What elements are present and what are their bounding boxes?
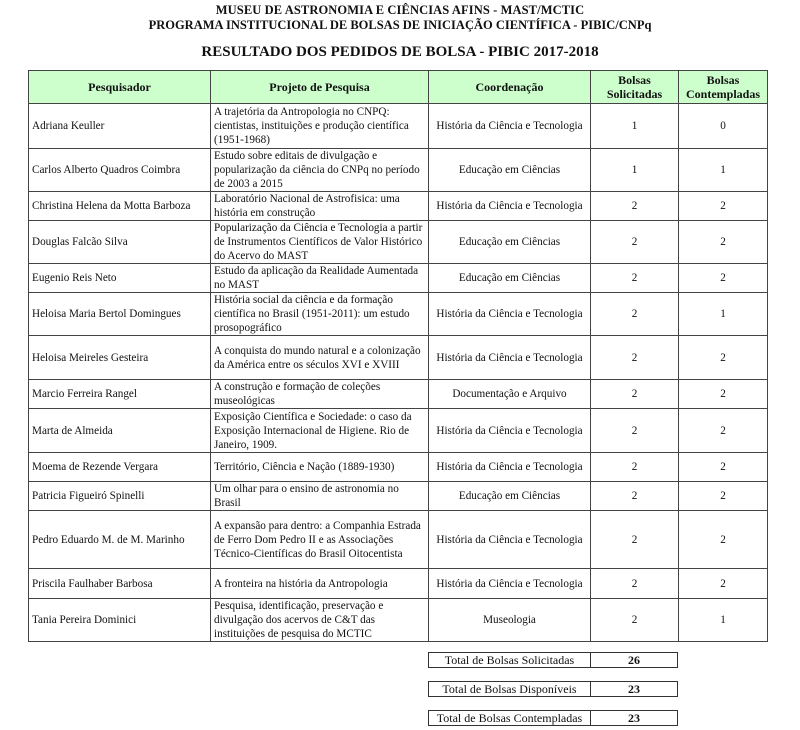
grants-awarded: 0 — [679, 104, 768, 149]
table-row — [29, 511, 768, 569]
grants-requested: 2 — [591, 264, 679, 293]
column-header-coordenacao: Coordenação — [429, 71, 591, 104]
grants-requested: 2 — [591, 482, 679, 511]
coordination: História da Ciência e Tecnologia — [429, 453, 591, 482]
table-row — [29, 221, 768, 264]
coordination: História da Ciência e Tecnologia — [429, 104, 591, 149]
project-title: A fronteira na história da Antropologia — [211, 569, 429, 599]
grants-awarded: 2 — [679, 221, 768, 264]
total-label: Total de Bolsas Contempladas — [429, 711, 591, 726]
project-title: Exposição Científica e Sociedade: o caso da Exposição Internacional de Higiene. Rio de Janeiro, 1909. — [211, 409, 429, 453]
column-header-contempladas: Bolsas Contempladas — [679, 71, 768, 104]
grants-requested: 2 — [591, 453, 679, 482]
program-name: PROGRAMA INSTITUCIONAL DE BOLSAS DE INICIAÇÃO CIENTÍFICA - PIBIC/CNPq — [148, 18, 652, 32]
grants-awarded: 2 — [679, 409, 768, 453]
project-title: Um olhar para o ensino de astronomia no Brasil — [211, 482, 429, 511]
project-title: A conquista do mundo natural e a colonização da América entre os séculos XVI e XVIII — [211, 336, 429, 380]
grants-requested: 2 — [591, 293, 679, 336]
grants-requested: 1 — [591, 149, 679, 192]
grants-awarded: 1 — [679, 599, 768, 642]
grants-requested: 2 — [591, 192, 679, 221]
grants-awarded: 2 — [679, 192, 768, 221]
researcher-name: Pedro Eduardo M. de M. Marinho — [29, 511, 211, 569]
project-title: Estudo da aplicação da Realidade Aumentada no MAST — [211, 264, 429, 293]
coordination: História da Ciência e Tecnologia — [429, 511, 591, 569]
column-header-solicitadas: Bolsas Solicitadas — [591, 71, 679, 104]
coordination: Educação em Ciências — [429, 149, 591, 192]
grants-requested: 2 — [591, 336, 679, 380]
project-title: Território, Ciência e Nação (1889-1930) — [211, 453, 429, 482]
coordination: Museologia — [429, 599, 591, 642]
researcher-name: Marcio Ferreira Rangel — [29, 380, 211, 409]
researcher-name: Carlos Alberto Quadros Coimbra — [29, 149, 211, 192]
results-table — [28, 70, 768, 642]
table-row — [29, 192, 768, 221]
table-header-row — [29, 71, 768, 104]
project-title: Laboratório Nacional de Astrofisica: uma história em construção — [211, 192, 429, 221]
grants-requested: 2 — [591, 221, 679, 264]
researcher-name: Heloisa Meireles Gesteira — [29, 336, 211, 380]
project-title: A expansão para dentro: a Companhia Estrada de Ferro Dom Pedro II e as Associações Técnico-Científicas do Brasil Oitocentista — [211, 511, 429, 569]
researcher-name: Tania Pereira Dominici — [29, 599, 211, 642]
total-label: Total de Bolsas Solicitadas — [429, 653, 591, 668]
grants-awarded: 2 — [679, 336, 768, 380]
grants-awarded: 2 — [679, 453, 768, 482]
coordination: Educação em Ciências — [429, 482, 591, 511]
coordination: Educação em Ciências — [429, 221, 591, 264]
researcher-name: Adriana Keuller — [29, 104, 211, 149]
grants-requested: 1 — [591, 104, 679, 149]
grants-awarded: 2 — [679, 264, 768, 293]
column-header-pesquisador: Pesquisador — [29, 71, 211, 104]
coordination: História da Ciência e Tecnologia — [429, 293, 591, 336]
institution-name: MUSEU DE ASTRONOMIA E CIÊNCIAS AFINS - MAST/MCTIC — [215, 3, 585, 17]
grants-awarded: 2 — [679, 569, 768, 599]
grants-requested: 2 — [591, 409, 679, 453]
table-row — [29, 482, 768, 511]
grants-requested: 2 — [591, 569, 679, 599]
coordination: Educação em Ciências — [429, 264, 591, 293]
table-row — [29, 599, 768, 642]
researcher-name: Eugenio Reis Neto — [29, 264, 211, 293]
researcher-name: Christina Helena da Motta Barboza — [29, 192, 211, 221]
coordination: História da Ciência e Tecnologia — [429, 569, 591, 599]
total-value: 23 — [591, 682, 678, 697]
column-header-projeto: Projeto de Pesquisa — [211, 71, 429, 104]
coordination: História da Ciência e Tecnologia — [429, 336, 591, 380]
project-title: A trajetória da Antropologia no CNPQ: cientistas, instituições e produção científica (1951-1968) — [211, 104, 429, 149]
total-value: 26 — [591, 653, 678, 668]
table-row — [29, 453, 768, 482]
coordination: História da Ciência e Tecnologia — [429, 192, 591, 221]
grants-awarded: 2 — [679, 380, 768, 409]
grants-awarded: 1 — [679, 149, 768, 192]
researcher-name: Priscila Faulhaber Barbosa — [29, 569, 211, 599]
total-value: 23 — [591, 711, 678, 726]
coordination: História da Ciência e Tecnologia — [429, 409, 591, 453]
project-title: Popularização da Ciência e Tecnologia a partir de Instrumentos Científicos de Valor Histórico do Acervo do MAST — [211, 221, 429, 264]
table-row — [29, 149, 768, 192]
grants-awarded: 1 — [679, 293, 768, 336]
grants-requested: 2 — [591, 599, 679, 642]
project-title: História social da ciência e da formação científica no Brasil (1951-2011): um estudo prosopográfico — [211, 293, 429, 336]
project-title: Estudo sobre editais de divulgação e popularização da ciência do CNPq no período de 2003 a 2015 — [211, 149, 429, 192]
researcher-name: Patricia Figueiró Spinelli — [29, 482, 211, 511]
table-row — [29, 409, 768, 453]
researcher-name: Douglas Falcão Silva — [29, 221, 211, 264]
total-disponiveis — [428, 681, 678, 697]
table-row — [29, 569, 768, 599]
project-title: A construção e formação de coleções museológicas — [211, 380, 429, 409]
project-title: Pesquisa, identificação, preservação e divulgação dos acervos de C&T das instituições de pesquisa do MCTIC — [211, 599, 429, 642]
table-row — [29, 264, 768, 293]
grants-requested: 2 — [591, 511, 679, 569]
page-title: RESULTADO DOS PEDIDOS DE BOLSA - PIBIC 2017-2018 — [201, 44, 599, 60]
table-row — [29, 293, 768, 336]
researcher-name: Moema de Rezende Vergara — [29, 453, 211, 482]
table-row — [29, 104, 768, 149]
coordination: Documentação e Arquivo — [429, 380, 591, 409]
grants-awarded: 2 — [679, 482, 768, 511]
grants-awarded: 2 — [679, 511, 768, 569]
researcher-name: Heloisa Maria Bertol Domingues — [29, 293, 211, 336]
total-contempladas — [428, 710, 678, 726]
table-row — [29, 336, 768, 380]
table-row — [29, 380, 768, 409]
grants-requested: 2 — [591, 380, 679, 409]
total-solicitadas — [428, 652, 678, 668]
total-label: Total de Bolsas Disponíveis — [429, 682, 591, 697]
researcher-name: Marta de Almeida — [29, 409, 211, 453]
